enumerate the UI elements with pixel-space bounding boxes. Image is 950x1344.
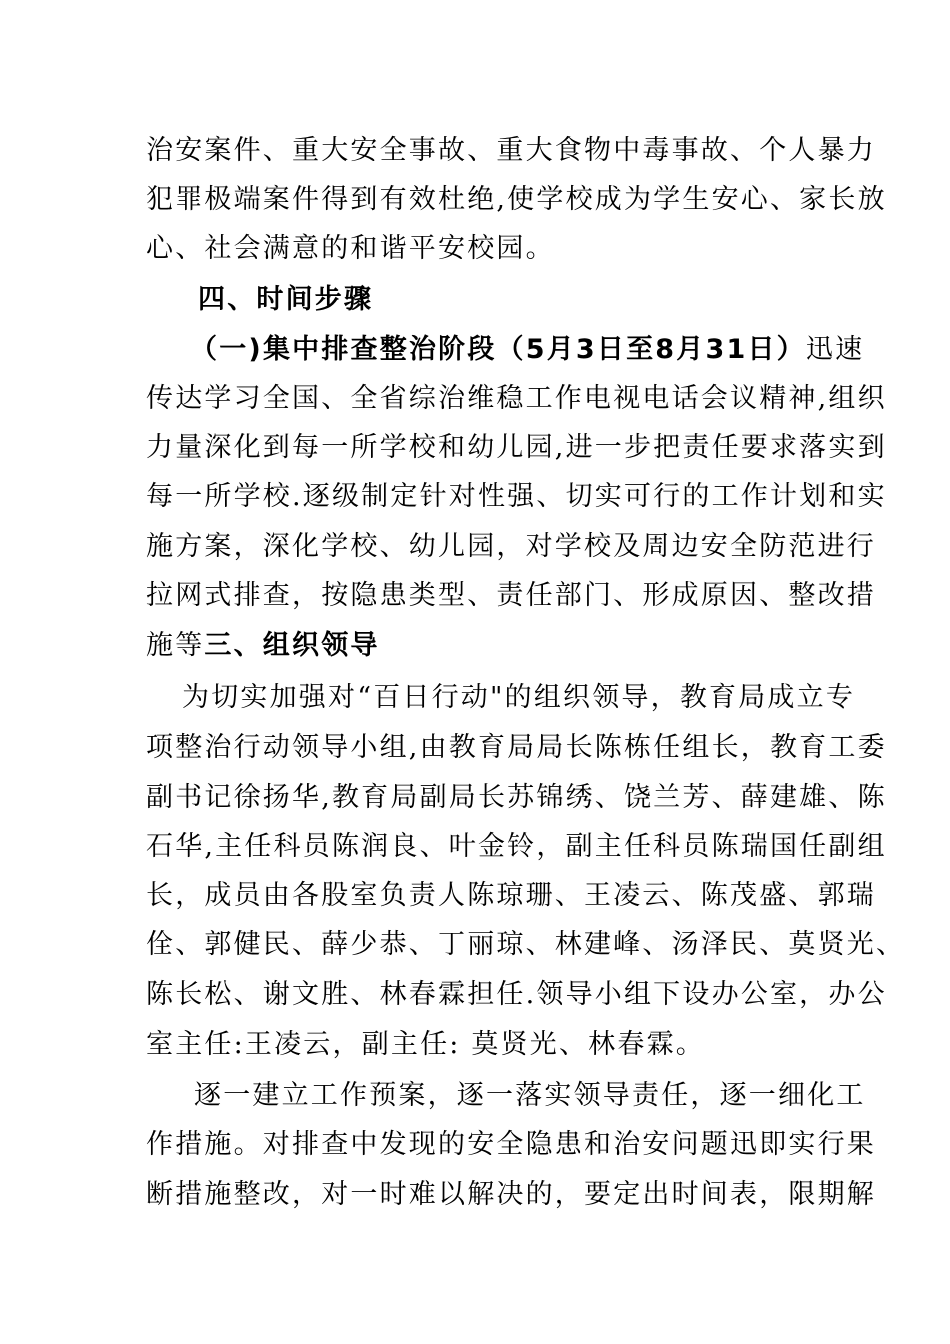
text-line: 石华,主任科员陈润良、叶金铃，副主任科员陈瑞国任副组 bbox=[146, 831, 887, 862]
text-line: 逐一建立工作预案，逐一落实领导责任，逐一细化工 bbox=[194, 1080, 866, 1111]
section-heading: 三、组织领导 bbox=[204, 630, 380, 661]
stage-title-rest: 迅速 bbox=[805, 334, 865, 365]
text-line: 作措施。对排查中发现的安全隐患和治安问题迅即实行果 bbox=[146, 1129, 876, 1160]
text-line: 犯罪极端案件得到有效杜绝,使学校成为学生安心、家长放 bbox=[146, 184, 887, 215]
text-line: 断措施整改，对一时难以解决的，要定出时间表，限期解 bbox=[146, 1179, 876, 1210]
text-line: 传达学习全国、全省综治维稳工作电视电话会议精神,组织 bbox=[146, 383, 887, 414]
text-line: 陈长松、谢文胜、林春霖担任.领导小组下设办公室，办公 bbox=[146, 979, 887, 1010]
text-line: 佺、郭健民、薛少恭、丁丽琼、林建峰、汤泽民、莫贤光、 bbox=[146, 929, 906, 960]
text-line: 每一所学校.逐级制定针对性强、切实可行的工作计划和实 bbox=[146, 481, 887, 512]
text-line: 拉网式排查，按隐患类型、责任部门、形成原因、整改措 bbox=[146, 580, 876, 611]
text-line: 副书记徐扬华,教育局副局长苏锦绣、饶兰芳、薛建雄、陈 bbox=[146, 782, 887, 813]
stage-title: （一)集中排查整治阶段（5月3日至8月31日） bbox=[190, 334, 806, 365]
text-fragment: 施等 bbox=[146, 630, 205, 661]
text-line: 力量深化到每一所学校和幼儿园,进一步把责任要求落实到 bbox=[146, 432, 887, 463]
text-line: 治安案件、重大安全事故、重大食物中毒事故、个人暴力 bbox=[146, 135, 876, 166]
text-line: 长，成员由各股室负责人陈琼珊、王凌云、陈茂盛、郭瑞 bbox=[146, 880, 876, 911]
section-heading: 四、时间步骤 bbox=[198, 284, 374, 315]
text-line: 室主任:王凌云，副主任: 莫贤光、林春霖。 bbox=[146, 1029, 705, 1060]
text-line: 项整治行动领导小组,由教育局局长陈栋任组长，教育工委 bbox=[146, 732, 887, 763]
text-line: 施方案，深化学校、幼儿园，对学校及周边安全防范进行 bbox=[146, 531, 876, 562]
text-line: 心、社会满意的和谐平安校园。 bbox=[146, 233, 555, 264]
text-line bbox=[146, 629, 380, 663]
text-line: 为切实加强对“百日行动"的组织领导，教育局成立专 bbox=[182, 682, 856, 713]
text-line bbox=[190, 333, 864, 367]
